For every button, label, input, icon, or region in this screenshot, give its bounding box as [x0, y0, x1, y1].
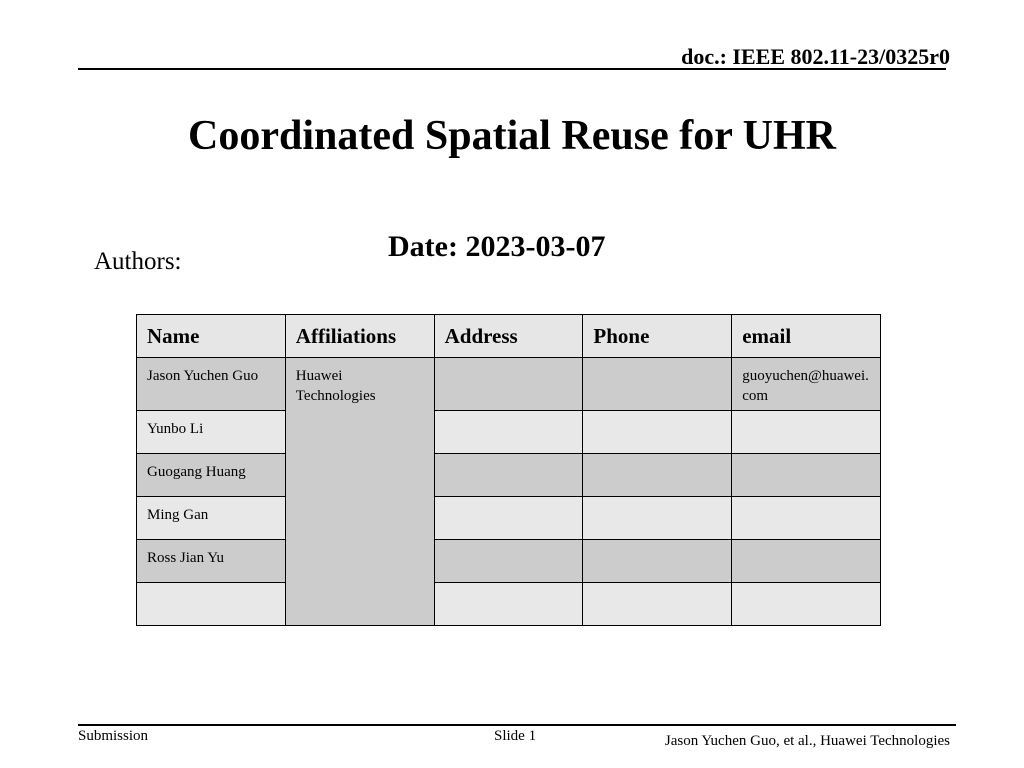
author-name: Guogang Huang: [137, 454, 286, 497]
author-name: Ross Jian Yu: [137, 540, 286, 583]
header-address: Address: [434, 315, 583, 358]
author-address: [434, 358, 583, 411]
author-email: [732, 454, 881, 497]
table-row: [137, 540, 881, 583]
doc-id: doc.: IEEE 802.11-23/0325r0: [681, 44, 950, 69]
slide-date: Date: 2023-03-07: [388, 230, 606, 263]
author-email: [732, 411, 881, 454]
header-rule: [78, 68, 946, 70]
author-address: [434, 540, 583, 583]
table-row: [137, 411, 881, 454]
footer-author: Jason Yuchen Guo, et al., Huawei Technologies: [664, 733, 950, 749]
authors-label: Authors:: [94, 248, 182, 275]
author-phone: [583, 411, 732, 454]
author-phone: [583, 540, 732, 583]
author-address: [434, 497, 583, 540]
table-row: [137, 497, 881, 540]
author-email: guoyuchen@huawei.com: [732, 358, 881, 411]
author-affiliation: Huawei Technologies: [285, 358, 434, 626]
table-row: [137, 583, 881, 626]
author-name: [137, 583, 286, 626]
footer-submission: Submission: [78, 728, 149, 744]
header-name: Name: [137, 315, 286, 358]
footer-rule: [78, 724, 956, 726]
footer-slide-number: Slide 1: [494, 728, 537, 744]
header-email: email: [732, 315, 881, 358]
slide-title: Coordinated Spatial Reuse for UHR: [188, 113, 836, 159]
table-header-row: [137, 315, 881, 358]
author-address: [434, 583, 583, 626]
table-row: [137, 454, 881, 497]
author-phone: [583, 454, 732, 497]
author-name: Jason Yuchen Guo: [137, 358, 286, 411]
author-phone: [583, 497, 732, 540]
author-phone: [583, 583, 732, 626]
author-email: [732, 497, 881, 540]
author-address: [434, 454, 583, 497]
authors-table: [136, 314, 881, 626]
header-phone: Phone: [583, 315, 732, 358]
author-email: [732, 540, 881, 583]
author-phone: [583, 358, 732, 411]
table-row: [137, 358, 881, 411]
author-address: [434, 411, 583, 454]
header-affiliations: Affiliations: [285, 315, 434, 358]
author-name: Yunbo Li: [137, 411, 286, 454]
author-email: [732, 583, 881, 626]
author-name: Ming Gan: [137, 497, 286, 540]
